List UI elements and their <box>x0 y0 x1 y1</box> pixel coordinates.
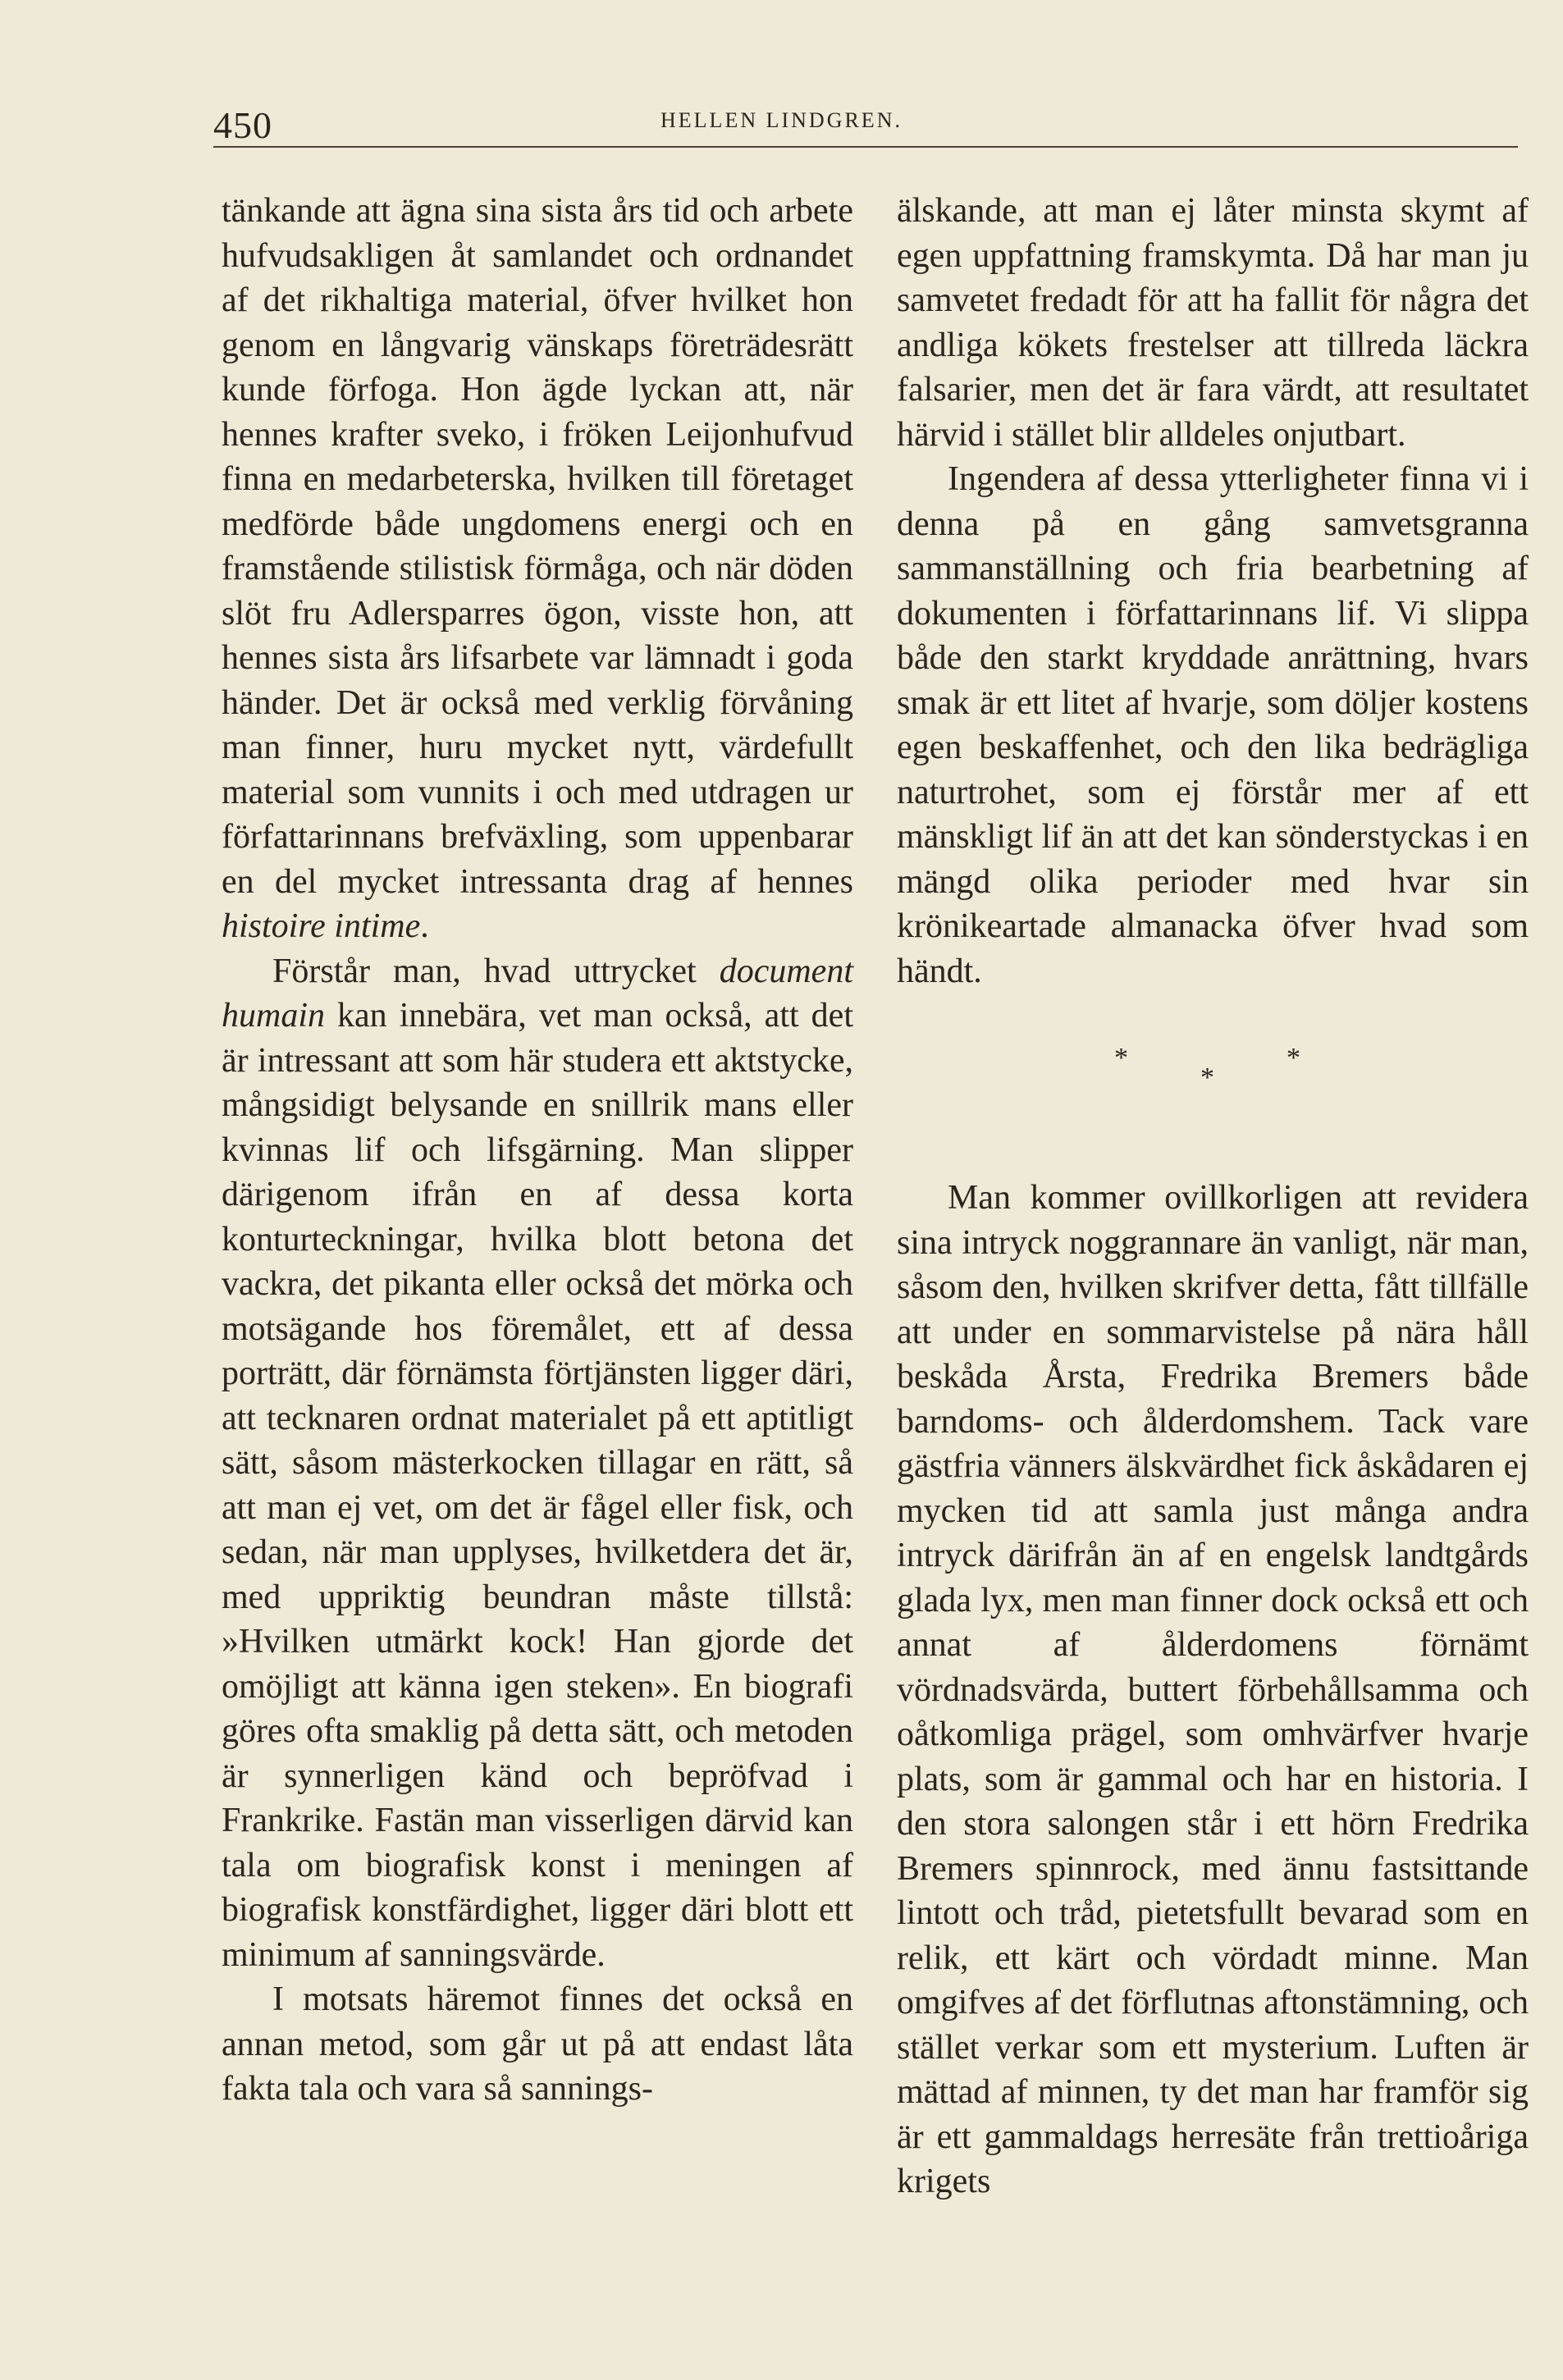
asterism-star: * <box>1287 1043 1300 1073</box>
left-paragraph-1 <box>222 189 853 949</box>
right-paragraph-2: Ingendera af dessa ytterligheter finna vi i denna på en gång samvetsgranna sammanställning och fria bearbetning af dokumenten i författarinnans lif. Vi slippa både den starkt kryddade anrättning, hvars smak är ett litet af hvarje, som döljer kostens egen beskaffenhet, och den lika bedrägliga naturtrohet, som ej förstår mer af ett mänskligt lif än att det kan sönderstyckas i en mängd olika perioder med hvar sin krönikeartade almanacka öfver hvad som händt. <box>897 460 1529 990</box>
left-paragraph-3: I motsats häremot finnes det också en annan metod, som går ut på att endast låta fakta tala och vara så sannings- <box>222 1980 853 2108</box>
asterism-divider <box>897 1044 1529 1094</box>
right-paragraph-3: Man kommer ovillkorligen att revidera sina intryck noggrannare än vanligt, när man, såsom den, hvilken skrifver detta, fått tillfälle att under en sommarvistelse på nära håll beskåda Årsta, Fredrika Bremers både barndoms- och ålderdomshem. Tack vare gästfria vänners älskvärdhet fick åskådaren ej mycken tid att samla just många andra intryck därifrån än af en engelsk landtgårds glada lyx, men man finner dock också ett och annat af ålderdomens förnämt vördnadsvärda, buttert förbehållsamma och oåtkomliga prägel, som omhvärfver hvarje plats, som är gammal och har en historia. I den stora salongen står i ett hörn Fredrika Bremers spinnrock, med ännu fastsittande lintott och tråd, pietetsfullt bevarad som en relik, ett kärt och vördadt minne. Man omgifves af det förflutnas aftonstämning, och stället verkar som ett mysterium. Luften är mättad af minnen, ty det man har framför sig är ett gammaldags herresäte från trettioåriga krigets <box>897 1179 1529 2200</box>
page-number: 450 <box>213 104 272 146</box>
asterism-star: * <box>1114 1043 1128 1073</box>
left-paragraph-2 <box>222 949 853 1978</box>
right-column <box>897 189 1529 2204</box>
header-rule <box>213 146 1518 148</box>
left-p2-start: Förstår man, hvad uttrycket <box>272 952 720 990</box>
left-column <box>222 189 853 2112</box>
left-p1-italic: histoire intime <box>222 907 421 945</box>
asterism-star: * <box>1200 1062 1214 1093</box>
running-head: HELLEN LINDGREN. <box>660 108 903 132</box>
left-p2-italic: document humain <box>222 952 853 1035</box>
left-p2-rest: kan innebära, vet man också, att det är intressant att som här studera ett aktstycke, mångsidigt belysande en snillrik mans eller kvinnas lif och lifsgärning. Man slipper därigenom ifrån en af dessa korta konturteckningar, hvilka blott betona det vackra, det pikanta eller också det mörka och motsägande hos föremålet, ett af dessa porträtt, där förnämsta förtjänsten ligger däri, att tecknaren ordnat materialet på ett aptitligt sätt, såsom mästerkocken tillagar en rätt, så att man ej vet, om det är fågel eller fisk, och sedan, när man upplyses, hvilketdera det är, med uppriktig beundran måste tillstå: »Hvilken utmärkt kock! Han gjorde det omöjligt att känna igen steken». En biografi göres ofta smaklig på detta sätt, och metoden är synnerligen känd och bepröfvad i Frankrike. Fastän man visserligen därvid kan tala om biografisk konst i meningen af biografisk konstfärdighet, ligger däri blott ett minimum af sanningsvärde. <box>222 997 853 1974</box>
right-paragraph-1: älskande, att man ej låter minsta skymt af egen uppfattning framskymta. Då har man ju samvetet fredadt för att ha fallit för några det andliga kökets frestelser att tillreda läckra falsarier, men det är fara värdt, att resultatet härvid i stället blir alldeles onjutbart. <box>897 192 1529 454</box>
left-p1-text: tänkande att ägna sina sista års tid och arbete hufvudsakligen åt samlandet och ordnandet af det rikhaltiga material, öfver hvilket hon genom en långvarig vänskaps företrädesrätt kunde förfoga. Hon ägde lyckan att, när hennes krafter sveko, i fröken Leijonhufvud finna en medarbeterska, hvilken till företaget medförde både ungdomens energi och en framstående stilistisk förmåga, och när döden slöt fru Adlersparres ögon, visste hon, att hennes sista års lifsarbete var lämnadt i goda händer. Det är också med verklig förvåning man finner, huru mycket nytt, värdefullt material som vunnits i och med utdragen ur författarinnans brefväxling, som uppenbarar en del mycket intressanta drag af hennes <box>222 192 853 901</box>
left-p1-end: . <box>420 907 429 945</box>
